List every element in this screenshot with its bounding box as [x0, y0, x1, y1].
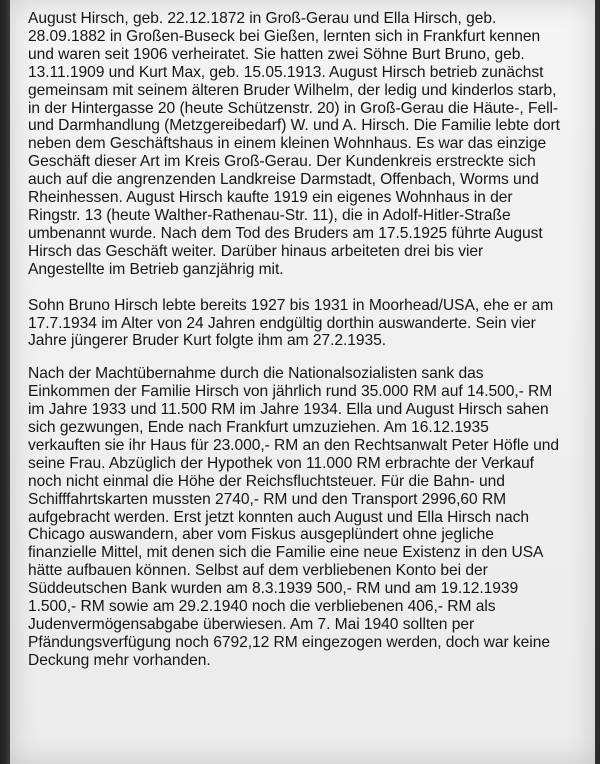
text-line: Schifffahrtskarten mussten 2740,- RM und den Transport 2996,60 RM	[28, 490, 507, 508]
text-line: Geschäft dieser Art im Kreis Groß-Gerau. Der Kundenkreis erstreckte sich	[28, 153, 536, 171]
text-line: Süddeutschen Bank wurden am 8.3.1939 500,- RM und am 19.12.1939	[28, 580, 519, 598]
paragraph-biography	[28, 10, 584, 279]
text-line: Judenvermögensabgabe überwiesen. Am 7. Mai 1940 sollten per	[28, 616, 475, 633]
memorial-text-panel	[10, 0, 595, 764]
text-line: auch auf die angrenzenden Landkreise Darmstadt, Offenbach, Worms und	[28, 171, 539, 189]
text-line: Nach der Machtübernahme durch die Nationalsozialisten sank das	[28, 365, 484, 383]
text-line: 13.11.1909 und Kurt Max, geb. 15.05.1913. August Hirsch betrieb zunächst	[28, 63, 544, 81]
text-line: verkauften sie ihr Haus für 23.000,- RM an den Rechtsanwalt Peter Höfle und	[28, 436, 560, 454]
text-line: 17.7.1934 im Alter von 24 Jahren endgültig dorthin auswanderte. Sein vier	[28, 314, 536, 332]
text-line: Hirsch das Geschäft weiter. Darüber hinaus arbeiteten drei bis vier	[28, 242, 484, 260]
text-line: Angestellte im Betrieb ganzjährig mit.	[28, 260, 284, 278]
text-line: in der Hintergasse 20 (heute Schützenstr. 20) in Groß-Gerau die Häute-, Fell-	[28, 99, 559, 117]
text-line: 1.500,- RM sowie am 29.2.1940 noch die verbliebenen 406,- RM als	[28, 598, 496, 616]
text-line: August Hirsch, geb. 22.12.1872 in Groß-Gerau und Ella Hirsch, geb.	[28, 10, 497, 27]
text-line: und waren seit 1906 verheiratet. Sie hatten zwei Söhne Burt Bruno, geb.	[28, 45, 525, 63]
text-line: umbenannt wurde. Nach dem Tod des Bruders am 17.5.1925 führte August	[28, 224, 543, 242]
text-line: neben dem Geschäftshaus in einem kleinen Wohnhaus. Es war das einzige	[28, 135, 547, 153]
text-line: Chicago auswandern, aber vom Fiskus ausgeplündert ohne jegliche	[28, 526, 494, 544]
text-line: Pfändungsverfügung noch 6792,12 RM eingezogen werden, doch war keine	[28, 633, 550, 651]
text-line: und Darmhandlung (Metzgereibedarf) W. und A. Hirsch. Die Familie lebte dort	[28, 117, 560, 135]
text-line: aufgebracht werden. Erst jetzt konnten auch August und Ella Hirsch nach	[28, 508, 529, 526]
text-line: noch nicht einmal die Höhe der Reichsfluchtsteuer. Für die Bahn- und	[28, 472, 505, 490]
text-line: finanzielle Mittel, mit denen sich die Familie eine neue Existenz in den USA	[28, 544, 544, 562]
paragraph-son-bruno	[28, 297, 584, 351]
text-line: im Jahre 1933 und 11.500 RM im Jahre 1934. Ella und August Hirsch sahen	[28, 401, 549, 419]
text-line: Sohn Bruno Hirsch lebte bereits 1927 bis 1931 in Moorhead/USA, ehe er am	[28, 296, 554, 314]
paragraph-spacer	[28, 350, 584, 365]
text-line: Einkommen der Familie Hirsch von jährlich rund 35.000 RM auf 14.500,- RM	[28, 383, 553, 401]
text-line: Ringstr. 13 (heute Walther-Rathenau-Str. 11), die in Adolf-Hitler-Straße	[28, 206, 511, 224]
text-line: seine Frau. Abzüglich der Hypothek von 11.000 RM erbrachte der Verkauf	[28, 454, 534, 472]
text-line: hätte aufbauen können. Selbst auf dem verbliebenen Konto bei der	[28, 562, 488, 580]
document-body	[28, 10, 584, 670]
text-line: Deckung mehr vorhanden.	[28, 651, 211, 669]
text-line: 28.09.1882 in Großen-Buseck bei Gießen, lernten sich in Frankfurt kennen	[28, 27, 541, 45]
text-line: gemeinsam mit seinem älteren Bruder Wilhelm, der ledig und kinderlos starb,	[28, 81, 557, 99]
text-line: sich gezwungen, Ende nach Frankfurt umzuziehen. Am 16.12.1935	[28, 419, 489, 437]
text-line: Rheinhessen. August Hirsch kaufte 1919 ein eigenes Wohnhaus in der	[28, 189, 513, 207]
paragraph-spacer	[28, 279, 584, 297]
paragraph-persecution	[28, 365, 584, 669]
text-line: Jahre jüngerer Bruder Kurt folgte ihm am 27.2.1935.	[28, 332, 387, 350]
